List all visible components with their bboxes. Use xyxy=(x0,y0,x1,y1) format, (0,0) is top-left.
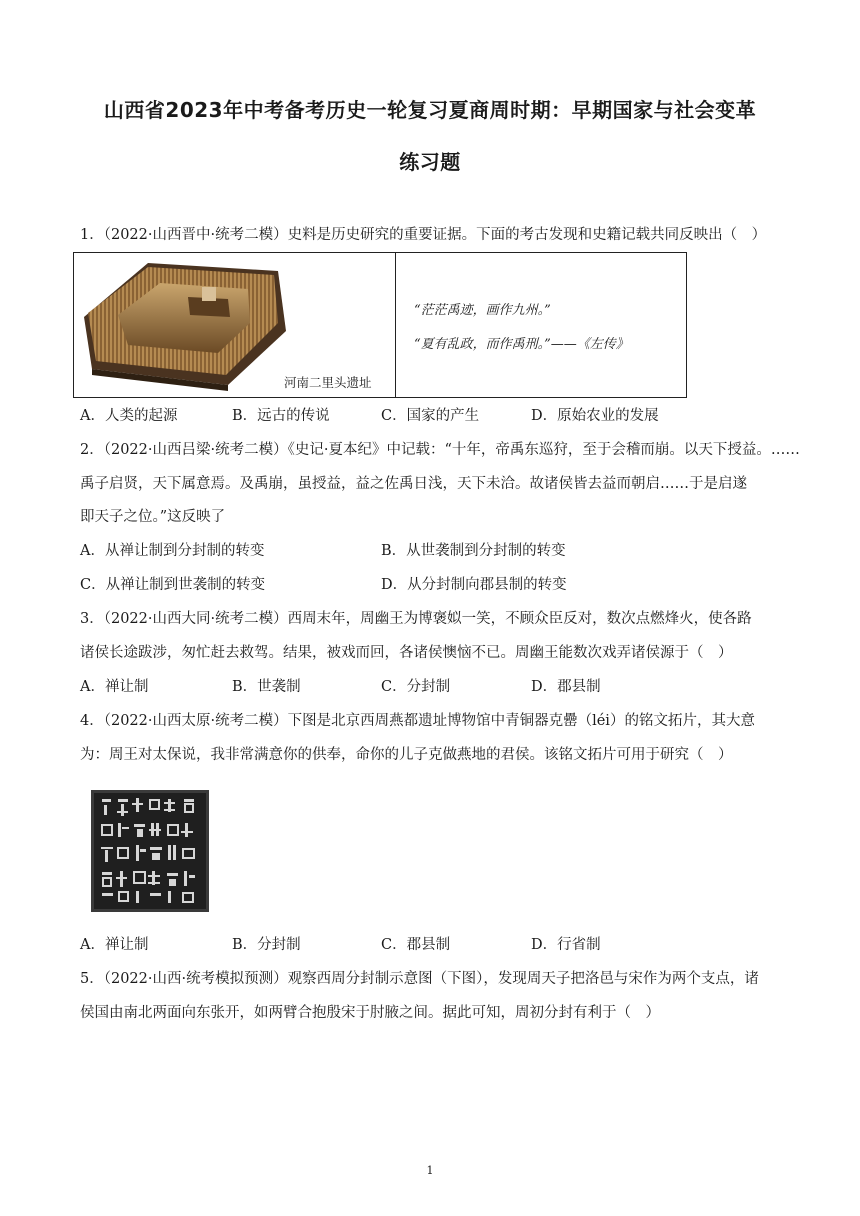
q4-line-1: 4．（2022·山西太原·统考二模）下图是北京西周燕都遗址博物馆中青铜器克罍（léi）的铭文拓片，其大意 xyxy=(80,713,755,729)
q1-option-d: D．原始农业的发展 xyxy=(531,408,659,424)
title-line-1: 山西省2023年中考备考历史一轮复习夏商周时期：早期国家与社会变革 xyxy=(103,98,757,122)
q3-line-2: 诸侯长途跋涉，匆忙赶去救驾。结果，被戏而回，各诸侯懊恼不已。周幽王能数次戏弄诸侯源于（ ） xyxy=(80,645,733,661)
q2-line-3: 即天子之位。”这反映了 xyxy=(80,509,226,525)
q3-option-b: B．世袭制 xyxy=(232,679,301,695)
q3-option-a: A．禅让制 xyxy=(80,679,149,695)
quote-1: “茫茫禹迹，画作九州。” xyxy=(414,303,551,318)
q1-option-b: B．远古的传说 xyxy=(232,408,330,424)
quote-2: “夏有乱政，而作禹刑。”——《左传》 xyxy=(414,337,629,352)
q1-stem: 1．（2022·山西晋中·统考二模）史料是历史研究的重要证据。下面的考古发现和史籍记载共同反映出（ ） xyxy=(80,227,767,243)
q2-option-b: B．从世袭制到分封制的转变 xyxy=(381,543,566,559)
q4-option-a: A．禅让制 xyxy=(80,937,149,953)
q2-option-d: D．从分封制向郡县制的转变 xyxy=(381,577,567,593)
image-caption: 河南二里头遗址 xyxy=(284,375,372,390)
erlitou-site-image xyxy=(78,257,292,391)
q1-source-table xyxy=(73,252,687,398)
q3-option-c: C．分封制 xyxy=(381,679,451,695)
q4-option-b: B．分封制 xyxy=(232,937,301,953)
q2-line-1: 2．（2022·山西吕梁·统考二模）《史记·夏本纪》中记载：“十年，帝禹东巡狩，至于会稽而崩。以天下授益。…… xyxy=(80,442,800,458)
q3-option-d: D．郡县制 xyxy=(531,679,601,695)
q1-option-c: C．国家的产生 xyxy=(381,408,480,424)
q4-option-d: D．行省制 xyxy=(531,937,601,953)
q3-line-1: 3．（2022·山西大同·统考二模）西周末年，周幽王为博褒姒一笑，不顾众臣反对，数次点燃烽火，使各路 xyxy=(80,611,752,627)
q4-line-2: 为：周王对太保说，我非常满意你的供奉，命你的儿子克做燕地的君侯。该铭文拓片可用于研究（ ） xyxy=(80,747,733,763)
q5-line-2: 侯国由南北两面向东张开，如两臂合抱殷宋于肘腋之间。据此可知，周初分封有利于（ ） xyxy=(80,1005,660,1021)
document-title xyxy=(60,84,800,188)
q2-line-2: 禹子启贤，天下属意焉。及禹崩，虽授益，益之佐禹日浅，天下未洽。故诸侯皆去益而朝启……于是启遂 xyxy=(80,476,747,492)
q1-option-a: A．人类的起源 xyxy=(80,408,178,424)
q2-option-c: C．从禅让制到世袭制的转变 xyxy=(80,577,266,593)
q5-line-1: 5．（2022·山西·统考模拟预测）观察西周分封制示意图（下图），发现周天子把洛邑与宋作为两个支点，诸 xyxy=(80,971,759,987)
title-line-2: 练习题 xyxy=(399,150,461,174)
q4-option-c: C．郡县制 xyxy=(381,937,451,953)
table-divider xyxy=(395,253,396,397)
bronze-inscription-rubbing xyxy=(88,787,212,915)
page-number: 1 xyxy=(426,1164,434,1177)
q2-option-a: A．从禅让制到分封制的转变 xyxy=(80,543,265,559)
